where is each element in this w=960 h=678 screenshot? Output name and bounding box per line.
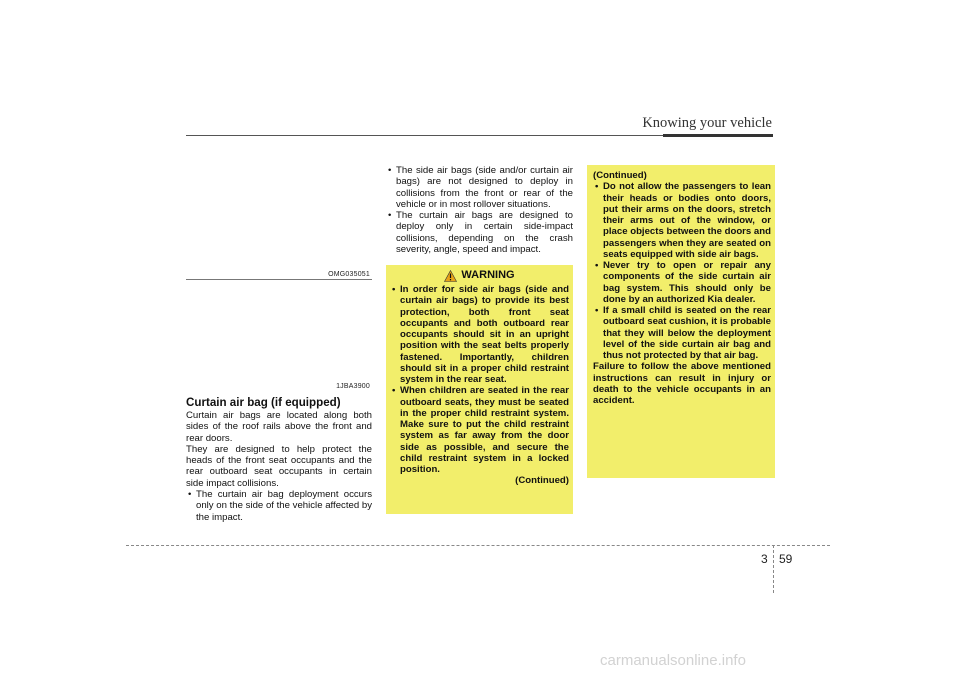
image-placeholder-1 bbox=[186, 150, 372, 278]
page-divider bbox=[773, 545, 774, 593]
header-rule bbox=[186, 135, 773, 136]
bullet-icon: • bbox=[188, 489, 192, 501]
page-number: 59 bbox=[779, 552, 793, 566]
footer-rule bbox=[126, 545, 830, 546]
section-title: Curtain air bag (if equipped) bbox=[186, 396, 341, 409]
paragraph: Curtain air bags are located along both sides of the roof rails above the front and rear doors. bbox=[186, 410, 372, 444]
image-caption-2: 1JBA3900 bbox=[336, 383, 370, 390]
bullet-icon: • bbox=[392, 284, 396, 295]
warning-icon bbox=[444, 270, 457, 282]
bullet-list bbox=[386, 165, 573, 255]
list-item: • If a small child is seated on the rear outboard seat cushion, it is probable that they will below the deployment level of the side curtain air bag and thus not protected by that air bag. bbox=[595, 305, 771, 361]
bullet-icon: • bbox=[595, 260, 599, 271]
bullet-icon: • bbox=[392, 385, 396, 397]
bullet-icon: • bbox=[595, 181, 599, 193]
continued-label: (Continued) bbox=[593, 170, 647, 181]
warning-box bbox=[386, 265, 573, 514]
list-item: • The side air bags (side and/or curtain air bags) are not designed to deploy in collisions from the front or rear of the vehicle or in most rollover situations. bbox=[388, 165, 573, 210]
list-item: • In order for side air bags (side and curtain air bags) to provide its best protection, both front seat occupants and both outboard rear occupants should sit in an upright position with the seat belts properly fastened. Importantly, children should sit in a proper child restraint system in the rear seat. bbox=[392, 284, 569, 385]
bullet-list bbox=[186, 489, 372, 523]
image-caption-1: OMG035051 bbox=[328, 271, 370, 278]
column-1 bbox=[186, 396, 372, 523]
list-item: • The curtain air bags are designed to deploy only in certain side-impact collisions, depending on the crash severity, angle, speed and impact. bbox=[388, 210, 573, 256]
bullet-icon: • bbox=[388, 210, 392, 222]
watermark: carmanualsonline.info bbox=[600, 652, 746, 669]
list-item: • When children are seated in the rear outboard seats, they must be seated in the proper child restraint system. Make sure to put the child restraint system as far away from the door side as possible, and secure the child restraint system in a locked position. bbox=[392, 385, 569, 475]
chapter-number: 3 bbox=[761, 552, 768, 566]
header-title: Knowing your vehicle bbox=[642, 115, 772, 131]
paragraph: They are designed to help protect the heads of the front seat occupants and the rear outboard seat occupants in certain side impact collisions. bbox=[186, 443, 372, 489]
list-item: • Do not allow the passengers to lean their heads or bodies onto doors, put their arms on the doors, stretch their arms out of the window, or place objects between the doors and passengers when they are seated on seats equipped with side air bags. bbox=[595, 181, 771, 260]
warning-final: Failure to follow the above mentioned instructions can result in injury or death to the vehicle occupants in an accident. bbox=[593, 361, 771, 406]
image-placeholder-2 bbox=[186, 284, 372, 390]
warning-title: WARNING bbox=[461, 269, 515, 282]
warning-heading bbox=[390, 270, 569, 282]
list-item: • The curtain air bag deployment occurs only on the side of the vehicle affected by the impact. bbox=[188, 489, 372, 523]
warning-list bbox=[390, 284, 569, 475]
list-item: • Never try to open or repair any components of the side curtain air bag system. This should only be done by an authorized Kia dealer. bbox=[595, 260, 771, 305]
caption-rule-1 bbox=[186, 279, 372, 280]
warning-list bbox=[593, 181, 771, 361]
continued-label: (Continued) bbox=[515, 475, 569, 487]
bullet-icon: • bbox=[388, 165, 392, 176]
column-2 bbox=[386, 165, 573, 255]
bullet-icon: • bbox=[595, 305, 599, 316]
warning-box-continued bbox=[587, 165, 775, 478]
